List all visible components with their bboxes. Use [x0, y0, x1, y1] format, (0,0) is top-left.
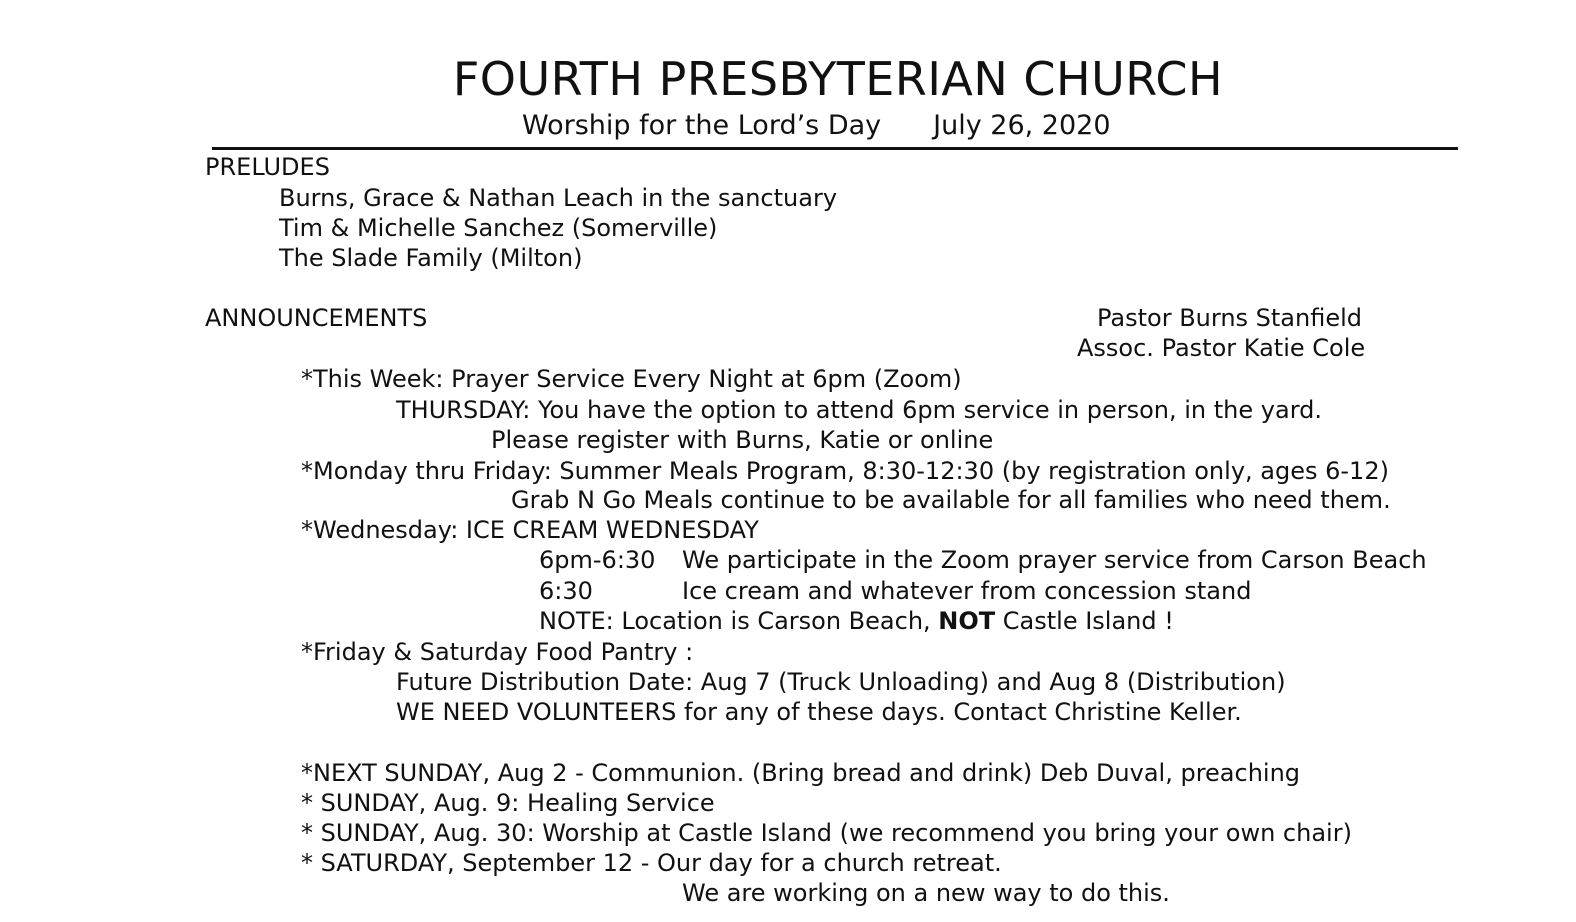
location-note	[539, 606, 1174, 636]
thursday-announcement: THURSDAY: You have the option to attend 6pm service in person, in the yard.	[396, 396, 1323, 424]
wednesday-desc-2: Ice cream and whatever from concession stand	[682, 577, 1252, 605]
aug30-announcement: * SUNDAY, Aug. 30: Worship at Castle Island (we recommend you bring your own chair)	[301, 819, 1352, 847]
location-note-not: NOT	[938, 607, 996, 635]
service-date: July 26, 2020	[933, 110, 1111, 141]
retreat-note: We are working on a new way to do this.	[682, 879, 1170, 907]
retreat-announcement: * SATURDAY, September 12 - Our day for a church retreat.	[301, 849, 1002, 877]
volunteers-note: WE NEED VOLUNTEERS for any of these days. Contact Christine Keller.	[396, 698, 1242, 726]
distribution-dates: Future Distribution Date: Aug 7 (Truck Unloading) and Aug 8 (Distribution)	[396, 668, 1286, 696]
assoc-pastor-name: Assoc. Pastor Katie Cole	[1077, 334, 1366, 362]
location-note-start: NOTE: Location is Carson Beach,	[539, 607, 939, 635]
pastor-name: Pastor Burns Stanfield	[1097, 304, 1363, 332]
header-divider	[212, 147, 1458, 150]
prelude-item: Tim & Michelle Sanchez (Somerville)	[279, 214, 718, 242]
next-sunday-announcement: *NEXT SUNDAY, Aug 2 - Communion. (Bring bread and drink) Deb Duval, preaching	[301, 759, 1301, 787]
aug9-announcement: * SUNDAY, Aug. 9: Healing Service	[301, 789, 715, 817]
summer-meals-announcement: *Monday thru Friday: Summer Meals Program, 8:30-12:30 (by registration only, ages 6-12)	[301, 457, 1389, 485]
prelude-item: The Slade Family (Milton)	[279, 244, 583, 272]
wednesday-time-1: 6pm-6:30	[539, 546, 656, 574]
church-title: FOURTH PRESBYTERIAN CHURCH	[452, 52, 1224, 106]
food-pantry-announcement: *Friday & Saturday Food Pantry :	[301, 638, 694, 666]
wednesday-announcement: *Wednesday: ICE CREAM WEDNESDAY	[301, 516, 759, 544]
this-week-announcement: *This Week: Prayer Service Every Night at 6pm (Zoom)	[301, 365, 962, 393]
preludes-heading: PRELUDES	[205, 153, 330, 181]
location-note-end: Castle Island !	[995, 607, 1174, 635]
thursday-register-note: Please register with Burns, Katie or online	[491, 426, 994, 454]
announcements-heading: ANNOUNCEMENTS	[205, 304, 428, 332]
worship-subtitle: Worship for the Lord’s Day	[522, 110, 882, 141]
prelude-item: Burns, Grace & Nathan Leach in the sanctuary	[279, 184, 838, 212]
subtitle-row	[522, 110, 1111, 141]
wednesday-time-2: 6:30	[539, 577, 593, 605]
wednesday-desc-1: We participate in the Zoom prayer service from Carson Beach	[682, 546, 1427, 574]
grab-n-go-note: Grab N Go Meals continue to be available for all families who need them.	[511, 486, 1391, 514]
